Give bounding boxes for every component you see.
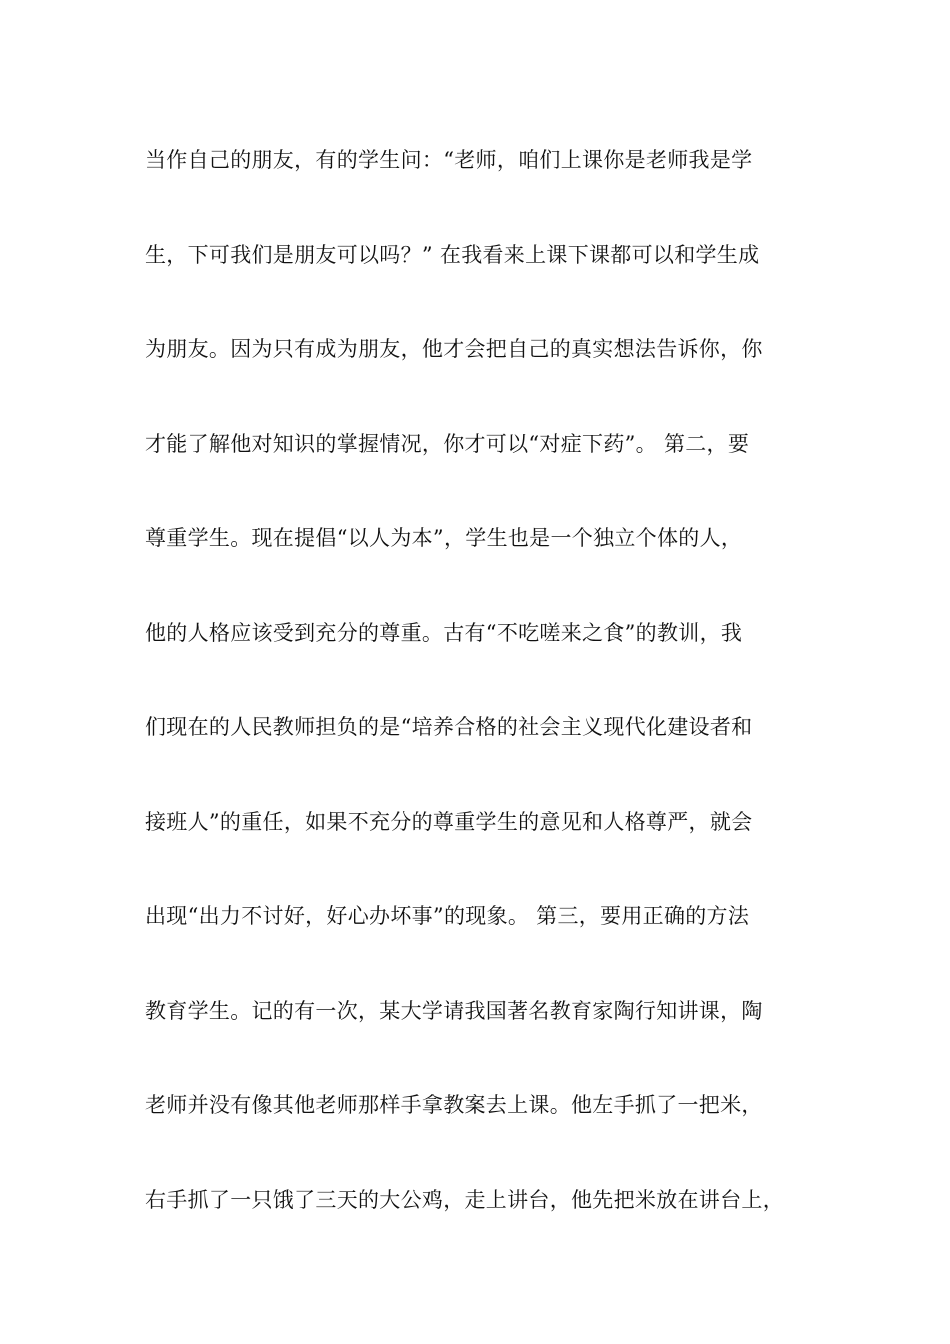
text-line: 才能了解他对知识的掌握情况，你才可以“对症下药”。 第二，要 bbox=[145, 431, 750, 456]
text-line: 老师并没有像其他老师那样手拿教案去上课。他左手抓了一把米， bbox=[145, 1093, 763, 1117]
text-line: 接班人”的重任，如果不充分的尊重学生的意见和人格尊严，就会 bbox=[145, 809, 753, 834]
body-text bbox=[145, 134, 810, 1268]
text-line: 出现“出力不讨好，好心办坏事”的现象。 第三，要用正确的方法 bbox=[145, 904, 750, 928]
text-line: 教育学生。记的有一次，某大学请我国著名教育家陶行知讲课，陶 bbox=[145, 998, 763, 1023]
text-line: 生，下可我们是朋友可以吗？” 在我看来上课下课都可以和学生成 bbox=[145, 242, 760, 267]
text-line: 们现在的人民教师担负的是“培养合格的社会主义现代化建设者和 bbox=[145, 715, 753, 739]
text-line: 尊重学生。现在提倡“以人为本”，学生也是一个独立个体的人， bbox=[145, 526, 743, 550]
text-line: 当作自己的朋友，有的学生问：“老师，咱们上课你是老师我是学 bbox=[145, 148, 753, 172]
text-line: 他的人格应该受到充分的尊重。古有“不吃嗟来之食”的教训，我 bbox=[145, 620, 743, 645]
text-line: 为朋友。因为只有成为朋友，他才会把自己的真实想法告诉你，你 bbox=[145, 337, 763, 361]
text-line: 右手抓了一只饿了三天的大公鸡，走上讲台，他先把米放在讲台上， bbox=[145, 1187, 784, 1212]
